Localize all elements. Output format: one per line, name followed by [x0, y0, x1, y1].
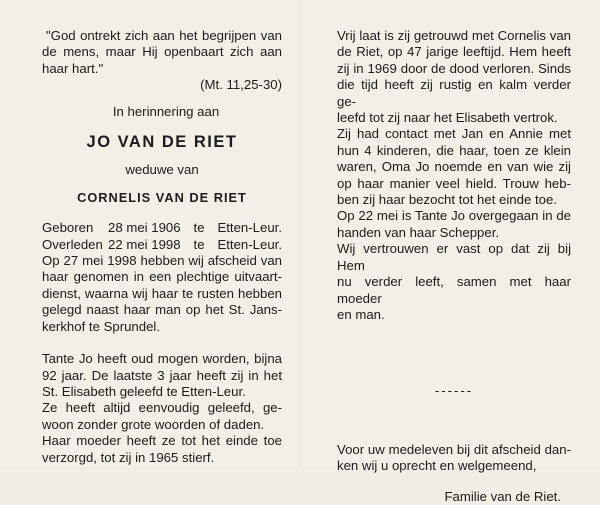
right-panel: [337, 28, 571, 505]
remembrance-heading: In herinnering aan: [112, 103, 220, 119]
life-story: [337, 28, 571, 323]
aunt-line: woon zonder grote woorden of daden.: [42, 416, 265, 432]
story-line: zij in 1969 door de dood verloren. Sinds: [337, 60, 571, 76]
story-line: Op 22 mei is Tante Jo overgegaan in de: [337, 208, 571, 224]
husband-name: CORNELIS VAN DE RIET: [77, 189, 247, 205]
birth-date: 28 mei 1906: [108, 220, 181, 236]
birth-label: Geboren: [42, 220, 94, 236]
quote-line: haar hart.": [42, 60, 104, 76]
deceased-name: JO VAN DE RIET: [86, 133, 238, 152]
aunt-line: Tante Jo heeft oud mogen worden, bijna: [42, 351, 282, 367]
aunt-line: Ze heeft altijd eenvoudig geleefd, ge-: [42, 400, 282, 416]
death-date: 22 mei 1998: [108, 236, 181, 252]
story-line: Zij had contact met Jan en Annie met: [337, 126, 571, 142]
death-place: Etten-Leur.: [217, 236, 282, 252]
farewell-line: kerkhof te Sprundel.: [42, 318, 161, 334]
aunt-line: St. Elisabeth geleefd te Etten-Leur.: [42, 383, 246, 399]
farewell-line: Op 27 mei 1998 hebben wij afscheid van: [42, 253, 282, 269]
thanks-line: ken wij u oprecht en welgemeend,: [337, 458, 537, 474]
story-line: handen van haar Schepper.: [337, 224, 500, 240]
death-label: Overleden: [42, 236, 103, 252]
quote-reference: (Mt. 11,25-30): [200, 77, 282, 93]
farewell-line: gelegd naast haar man op het St. Jans-: [42, 302, 282, 318]
story-line: de Riet, op 47 jarige leeftijd. Hem heeft: [337, 44, 571, 60]
birth-row: [42, 220, 282, 236]
story-line: nu verder leeft, samen met haar moeder: [337, 274, 571, 306]
farewell-line: dienst, waarna wij haar te rusten hebben: [42, 285, 282, 301]
thanks-note: [337, 442, 571, 475]
divider: ------: [434, 383, 474, 399]
thanks-line: Voor uw medeleven bij dit afscheid dan-: [337, 441, 571, 457]
family-signature: Familie van de Riet.: [444, 488, 561, 504]
story-line: Wij vertrouwen er vast op dat zij bij Hem: [337, 241, 571, 273]
fold-line: [300, 0, 301, 467]
birth-place: Etten-Leur.: [217, 220, 282, 236]
story-line: leefd tot zij naar het Elisabeth vertrok.: [337, 110, 558, 126]
aunt-line: 92 jaar. De laatste 3 jaar heeft zij in het: [42, 367, 282, 383]
quote-line: de mens, maar Hij openbaart zich aan: [42, 44, 282, 60]
widow-of-label: weduwe van: [125, 162, 199, 178]
quote: [42, 28, 282, 94]
left-panel: [42, 28, 282, 466]
biography: [42, 220, 282, 466]
death-row: [42, 237, 282, 253]
story-line: en man.: [337, 306, 385, 322]
story-line: hun 4 kinderen, die haar, toen ze klein: [337, 142, 571, 158]
aunt-line: verzorgd, tot zij in 1965 stierf.: [42, 449, 215, 465]
story-line: Vrij laat is zij getrouwd met Cornelis van: [337, 28, 571, 43]
story-line: die tijd heeft zij rustig en kalm verder ge-: [337, 77, 571, 109]
story-line: ben zij haar bezocht tot het einde toe.: [337, 192, 557, 208]
farewell-line: haar genomen in een plechtige uitvaart-: [42, 269, 282, 285]
story-line: waren, Oma Jo noemde en van wie zij: [337, 159, 571, 175]
death-te: te: [193, 236, 205, 252]
quote-line: "God ontrekt zich aan het begrijpen van: [46, 28, 282, 43]
story-line: op haar manier veel hield. Trouw heb-: [337, 175, 571, 191]
aunt-line: Haar moeder heeft ze tot het einde toe: [42, 433, 282, 449]
birth-te: te: [193, 220, 205, 236]
